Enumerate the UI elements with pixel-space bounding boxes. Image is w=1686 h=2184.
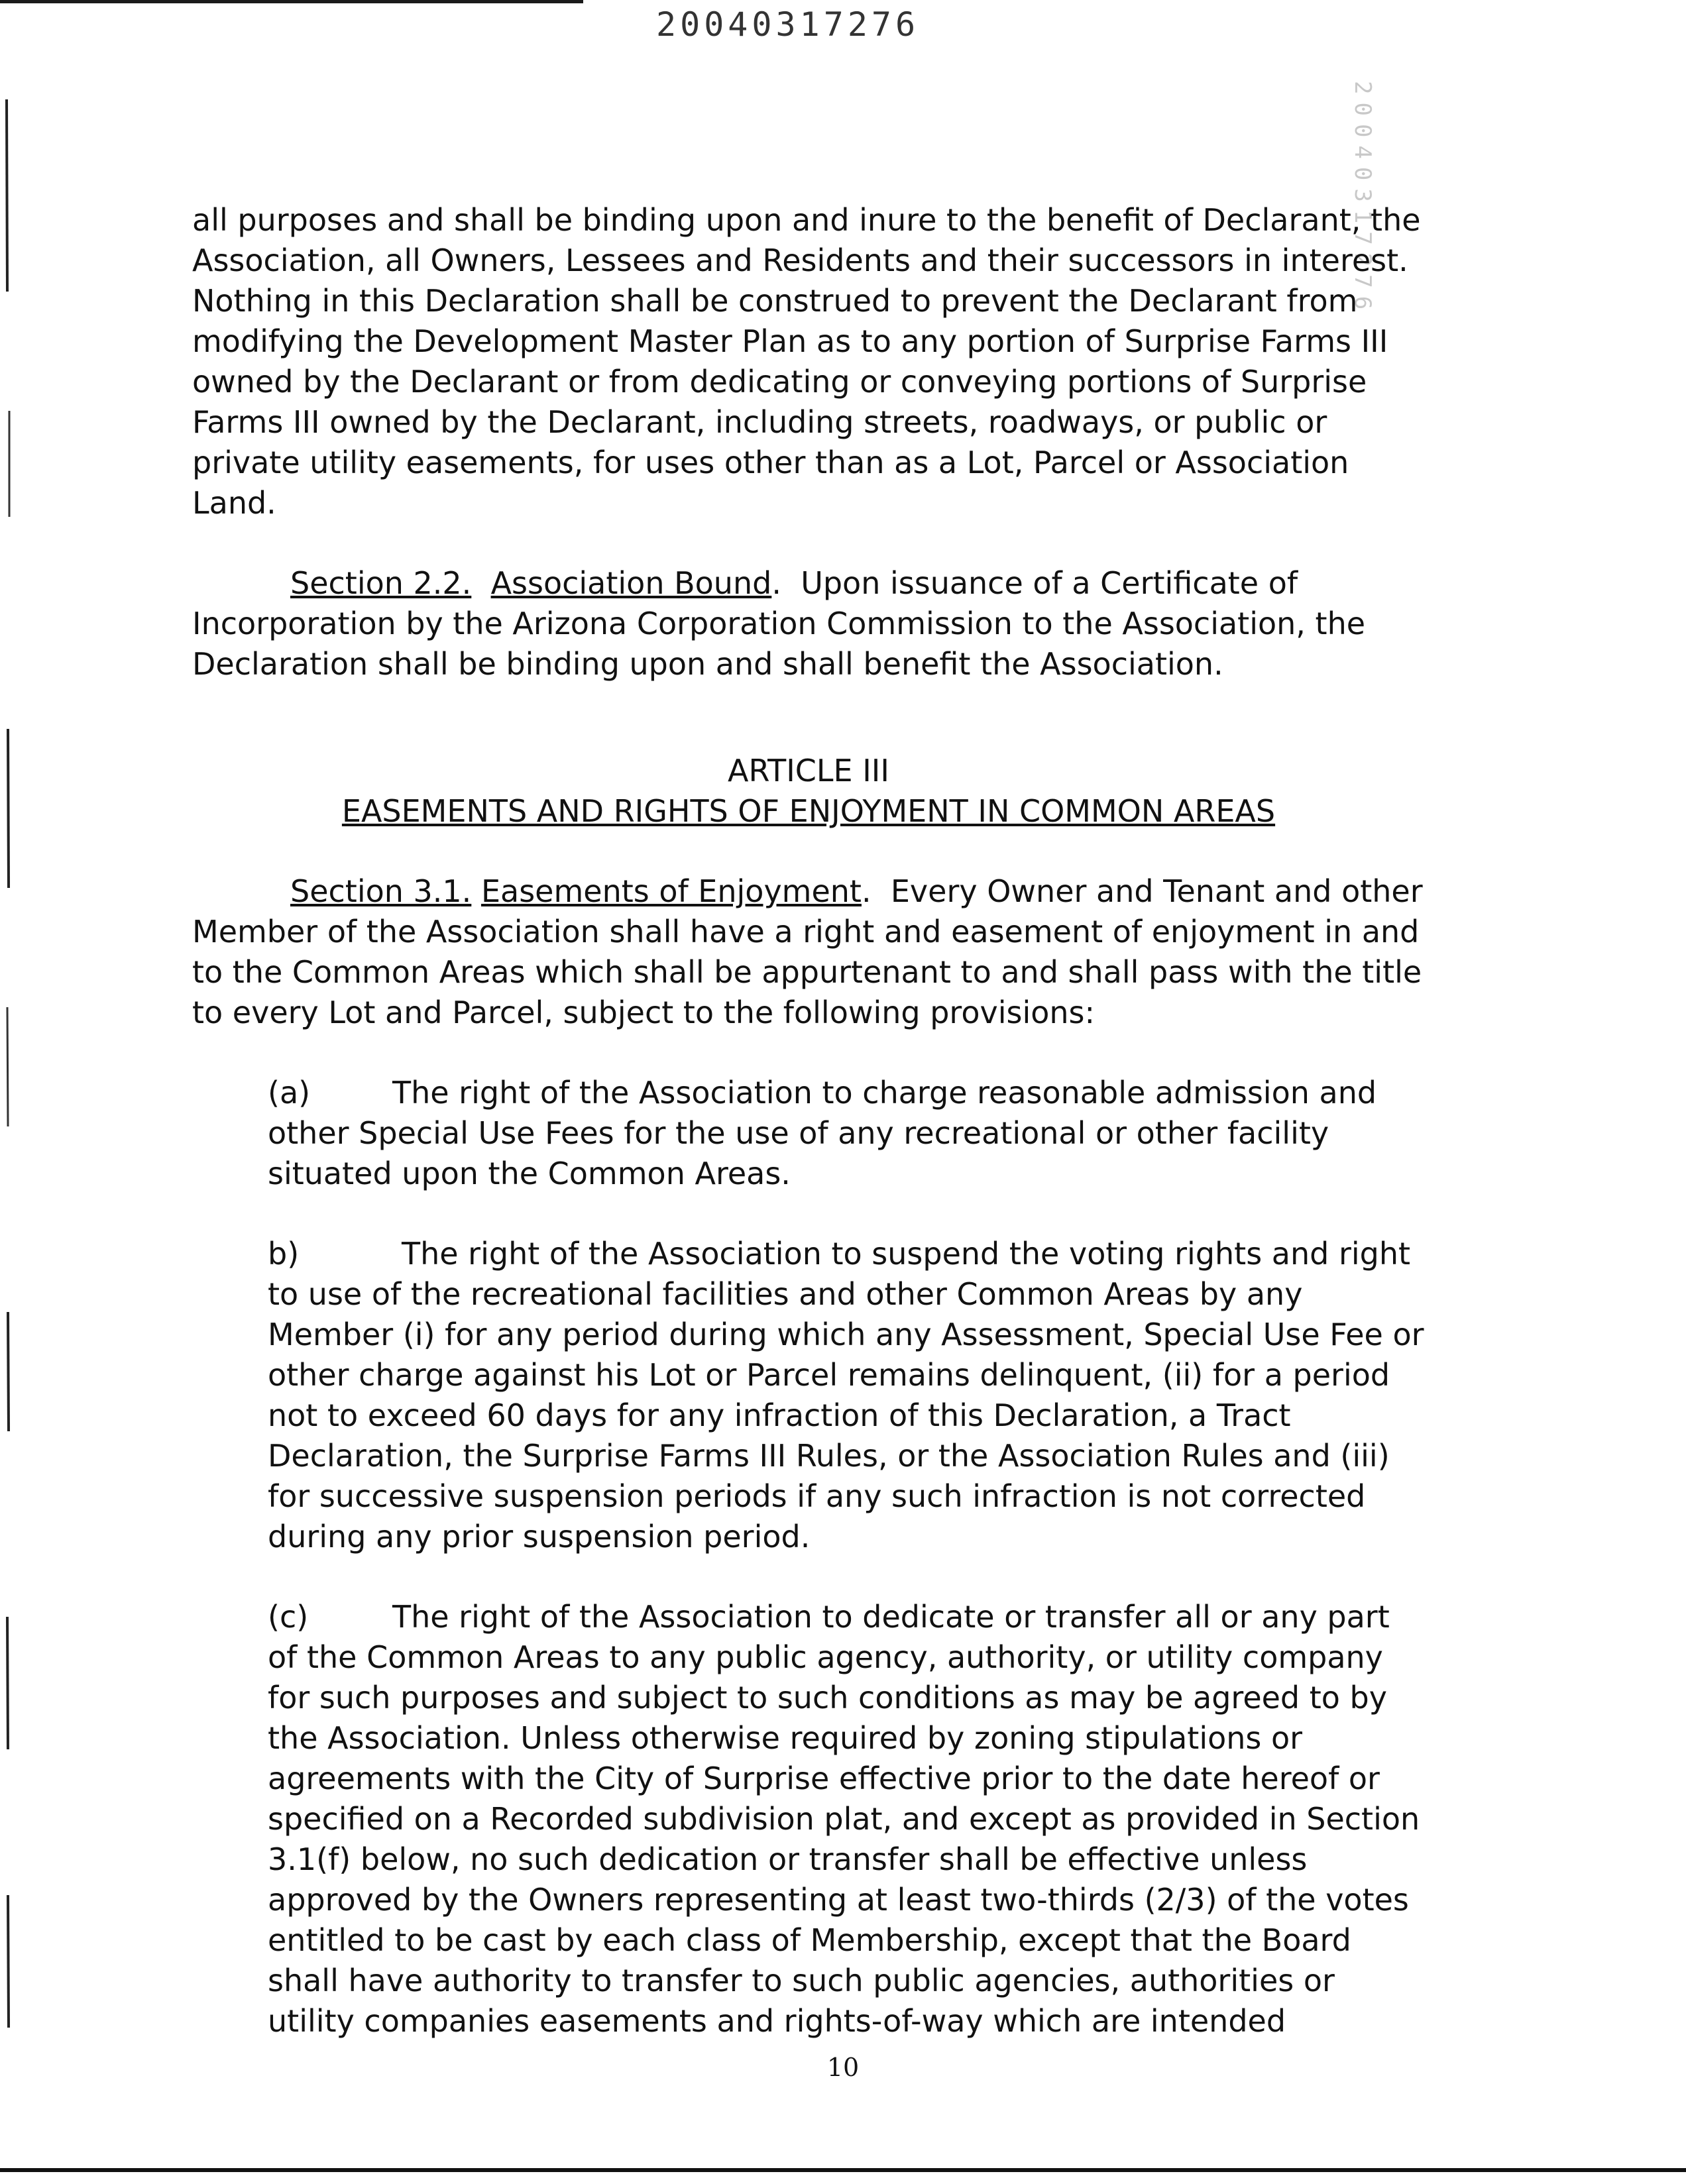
provision-text: The right of the Association to charge reasonable admission and other Special Use Fees for the use of any recreational or other facility situated upon the Common Areas. (268, 1075, 1377, 1191)
section-2-2-number: Section 2.2. (290, 565, 472, 601)
provision-b (268, 1234, 1425, 1557)
continuation-paragraph: all purposes and shall be binding upon and inure to the benefit of Declarant, the Association, all Owners, Lessees and Residents and their successors in interest. Nothing in this Declaration shall be construed to prevent the Declarant from modifying the Development Master Plan as to any portion of Surprise Farms III owned by the Declarant or from dedicating or conveying portions of Surprise Farms III owned by the Declarant, including streets, roadways, or public or private utility easements, for uses other than as a Lot, Parcel or Association Land. (192, 202, 1421, 521)
bottom-rule (0, 2168, 1686, 2172)
recording-number: 20040317276 (656, 5, 920, 44)
section-3-1-number: Section 3.1. (290, 873, 472, 909)
provision-text: The right of the Association to suspend the voting rights and right to use of the recreational facilities and other Common Areas by any Member (i) for any period during which any Assessment, Special Use Fee or other charge against his Lot or Parcel remains delinquent, (ii) for a period not to exceed 60 days for any infraction of this Declaration, a Tract Declaration, the Surprise Farms III Rules, or the Association Rules and (iii) for successive suspension periods if any such infraction is not corrected during any prior suspension period. (268, 1236, 1424, 1555)
document-body (192, 200, 1425, 2081)
provision-label: (c) (268, 1599, 309, 1635)
article-title: EASEMENTS AND RIGHTS OF ENJOYMENT IN COMMON AREAS (341, 793, 1276, 829)
provision-text: The right of the Association to dedicate or transfer all or any part of the Common Areas to any public agency, authority, or utility company for such purposes and subject to such conditions as may be agreed to by the Association. Unless otherwise required by zoning stipulations or agreements with the City of Surprise effective prior to the date hereof or specified on a Recorded subdivision plat, and except as provided in Section 3.1(f) below, no such dedication or transfer shall be effective unless approved by the Owners representing at least two-thirds (2/3) of the votes entitled to be cast by each class of Membership, except that the Board shall have authority to transfer to such public agencies, authorities or utility companies easements and rights-of-way which are intended (268, 1599, 1420, 2039)
top-rule (0, 0, 583, 3)
article-number: ARTICLE III (728, 753, 889, 789)
section-2-2-title: Association Bound (490, 565, 772, 601)
section-3-1: Section 3.1. Easements of Enjoyment. Every Owner and Tenant and other Member of the Association shall have a right and easement of enjoyment in and to the Common Areas which shall be appurtenant to and shall pass with the title to every Lot and Parcel, subject to the following provisions: (192, 873, 1423, 1030)
scan-edge-marks (0, 0, 20, 2184)
provisions-list (268, 1073, 1425, 2042)
provision-c (268, 1597, 1425, 2042)
side-stamp-text: 20040317276 (1349, 81, 1376, 318)
provision-a (268, 1073, 1425, 1194)
section-2-2: Section 2.2. Association Bound. Upon issuance of a Certificate of Incorporation by the Arizona Corporation Commission to the Association, the Declaration shall be binding upon and shall benefit the Association. (192, 565, 1366, 682)
section-3-1-text: Every Owner and Tenant and other Member of the Association shall have a right and easement of enjoyment in and to the Common Areas which shall be appurtenant to and shall pass with the title to every Lot and Parcel, subject to the following provisions: (192, 873, 1423, 1030)
provision-label: (a) (268, 1075, 311, 1111)
provision-label: b) (268, 1236, 300, 1272)
page-number: 10 (826, 2053, 860, 2082)
section-3-1-title: Easements of Enjoyment (480, 873, 862, 909)
article-heading (192, 751, 1425, 832)
section-2-2-text: Upon issuance of a Certificate of Incorporation by the Arizona Corporation Commission to the Association, the Declaration shall be binding upon and shall benefit the Association. (192, 565, 1366, 682)
